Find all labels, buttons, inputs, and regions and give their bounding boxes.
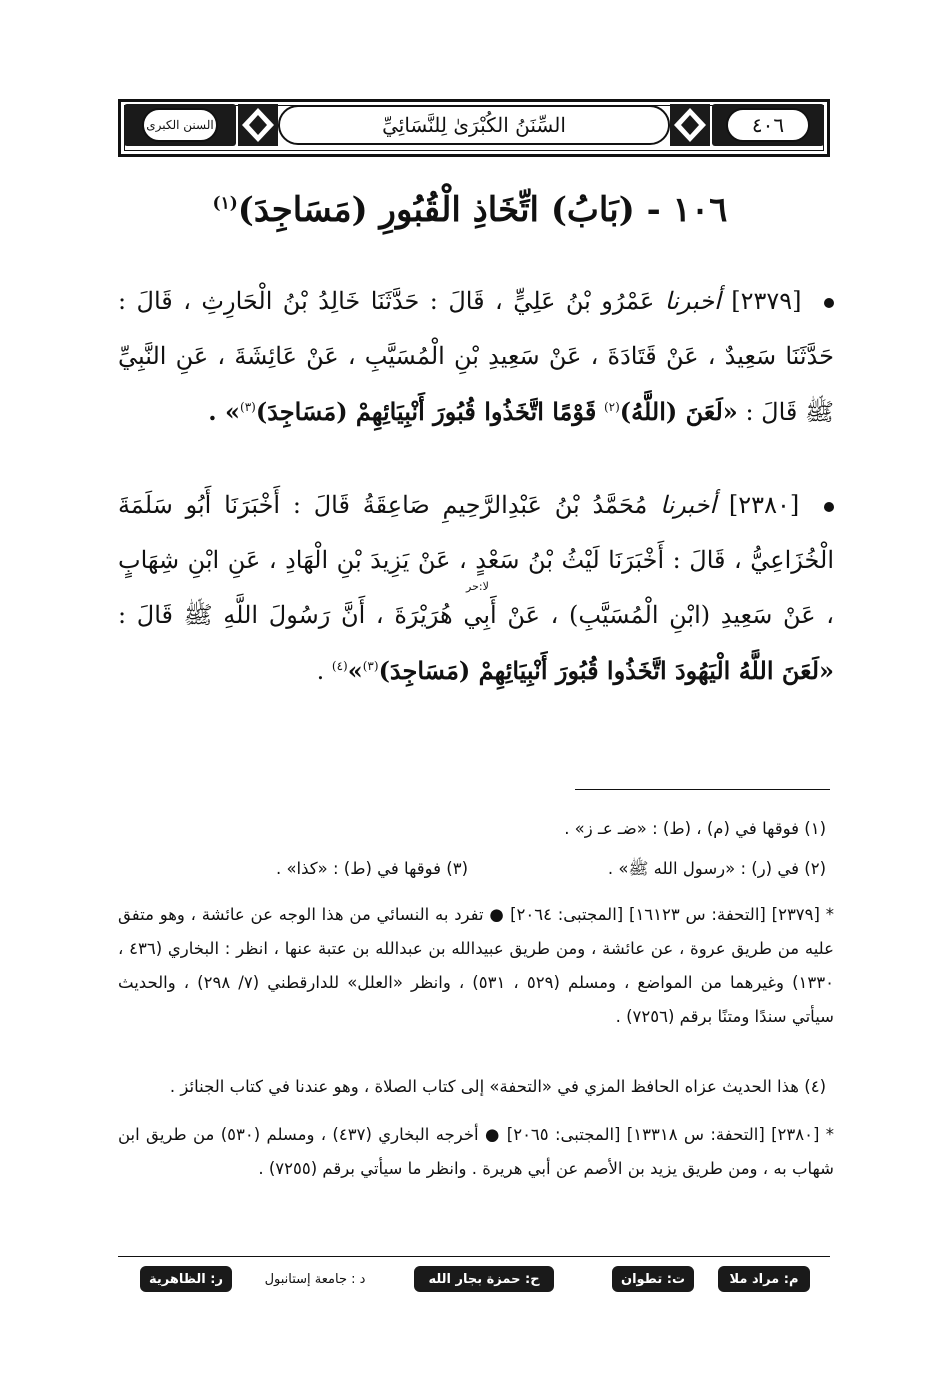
- chapter-heading: (بَابُ) اتِّخَاذِ الْقُبُورِ (مَسَاجِدَ): [237, 190, 635, 230]
- manuscript-tag-r: ر: الظاهرية: [140, 1266, 232, 1292]
- footnote-ref: (٤): [331, 659, 348, 673]
- hadith-chain: عَمْرُو بْنُ عَلِيٍّ ، قَالَ : حَدَّثَنَا خَالِدُ بْنُ الْحَارِثِ ، قَالَ : حَدَّثَنَا سَعِيدٌ ، عَنْ قَتَادَةَ ، عَنْ سَعِيدِ بْنِ الْمُسَيَّبِ ، عَنْ عَائِشَةَ ، عَنِ النَّبِيِّ ﷺ قَالَ :: [118, 287, 834, 426]
- running-header: [118, 99, 830, 157]
- manuscript-marker: لا:حر: [466, 580, 489, 593]
- hadith-2379: [118, 274, 834, 440]
- footnote-3: (٣) فوقها في (ط) : «كذا» .: [275, 859, 468, 878]
- ornament-icon: [238, 104, 278, 146]
- hadith-intro: أخبرنا: [660, 491, 717, 519]
- footnote-1: (١) فوقها في (م) ، (ط) : «ضـ عـ ز» .: [564, 819, 826, 838]
- hadith-quote: «لَعَنَ اللَّهُ الْيَهُودَ اتَّخَذُوا قُبُورَ أَنْبِيَائِهِمْ (مَسَاجِدَ): [378, 656, 834, 685]
- bullet-icon: [824, 502, 834, 512]
- page-number-box: [712, 104, 824, 146]
- footnote-2: (٢) في (ر) : «رسول الله ﷺ» .: [607, 859, 826, 878]
- manuscript-tag-h: ح: حمزة بجار الله: [414, 1266, 554, 1292]
- manuscript-tag-t: ت: تطوان: [612, 1266, 694, 1292]
- bullet-icon: [824, 298, 834, 308]
- footnote-ref: (٢): [603, 400, 620, 414]
- footnote-4: (٤) هذا الحديث عزاه الحافظ المزي في «التحفة» إلى كتاب الصلاة ، وهو عندنا في كتاب الجنائز .: [169, 1077, 826, 1096]
- hadith-quote: «لَعَنَ (اللَّهُ): [619, 397, 738, 426]
- book-seal-logo: السنن الكبرى: [142, 108, 218, 142]
- ornament-icon: [670, 104, 710, 146]
- chapter-footnote-ref: (١): [212, 193, 238, 214]
- manuscript-tag-d: د : جامعة إستانبول: [264, 1271, 366, 1287]
- hadith-number: [٢٣٧٩]: [731, 287, 802, 315]
- bottom-separator: [118, 1256, 830, 1257]
- book-title: السِّنَنُ الكُبْرَىٰ لِلنَّسَائِيِّ: [278, 105, 670, 145]
- hadith-number: [٢٣٨٠]: [728, 491, 800, 519]
- chapter-number: ١٠٦: [672, 190, 728, 230]
- footnote-separator: [575, 789, 830, 790]
- footnote-ref: (٣): [362, 659, 379, 673]
- header-seal-box: [124, 104, 236, 146]
- hadith-quote-cont: قَوْمًا اتَّخَذُوا قُبُورَ أَنْبِيَائِهِمْ (مَسَاجِدَ): [255, 397, 597, 426]
- footnote-note-2380: * [٢٣٨٠] [التحفة: س ١٣٣١٨] [المجتبى: ٢٠٦٥] ● أخرجه البخاري (٤٣٧) ، ومسلم (٥٣٠) من طريق ابن شهاب به ، ومن طريق يزيد بن الأصم عن أبي هريرة . وانظر ما سيأتي برقم (٧٢٥٥) .: [118, 1125, 835, 1178]
- hadith-chain: مُحَمَّدُ بْنُ عَبْدِالرَّحِيمِ صَاعِقَةُ قَالَ : أَخْبَرَنَا أَبُو سَلَمَةَ الْخُزَاعِيُّ ، قَالَ : أَخْبَرَنَا لَيْثُ بْنُ سَعْدٍ ، عَنْ يَزِيدَ بْنِ الْهَادِ ، عَنِ ابْنِ شِهَابٍ ، عَنْ سَعِيدِ (ابْنِ الْمُسَيَّبِ) ، عَنْ أَبِي هُرَيْرَةَ ، أَنَّ رَسُولَ اللَّهِ ﷺ قَالَ :: [118, 491, 834, 629]
- hadith-quote-close: »: [347, 656, 363, 685]
- manuscript-tag-m: م: مراد ملا: [718, 1266, 810, 1292]
- hadith-end: .: [316, 657, 332, 685]
- hadith-end: » .: [208, 397, 241, 426]
- hadith-intro: أخبرنا: [664, 287, 721, 315]
- chapter-title: ١٠٦ - (بَابُ) اتِّخَاذِ الْقُبُورِ (مَسَاجِدَ)$^{(١)}$: [212, 190, 728, 230]
- footnote-ref: (٣): [240, 400, 256, 414]
- page-number: ٤٠٦: [726, 108, 810, 142]
- footnote-note-2379: * [٢٣٧٩] [التحفة: س ١٦١٢٣] [المجتبى: ٢٠٦٤] ● تفرد به النسائي من هذا الوجه عن عائشة ، وهو متفق عليه من طريق عروة ، عن عائشة ، ومن طريق عبيدالله بن عبدالله بن عتبة عنها ، انظر : البخاري (٤٣٦ ، ١٣٣٠) وغيرهما من المواضع ، ومسلم (٥٢٩ ، ٥٣١) ، وانظر «العلل» للدارقطني (٧/ ٢٩٨) ، والحديث سيأتي سندًا ومتنًا برقم (٧٢٥٦) .: [118, 905, 834, 1026]
